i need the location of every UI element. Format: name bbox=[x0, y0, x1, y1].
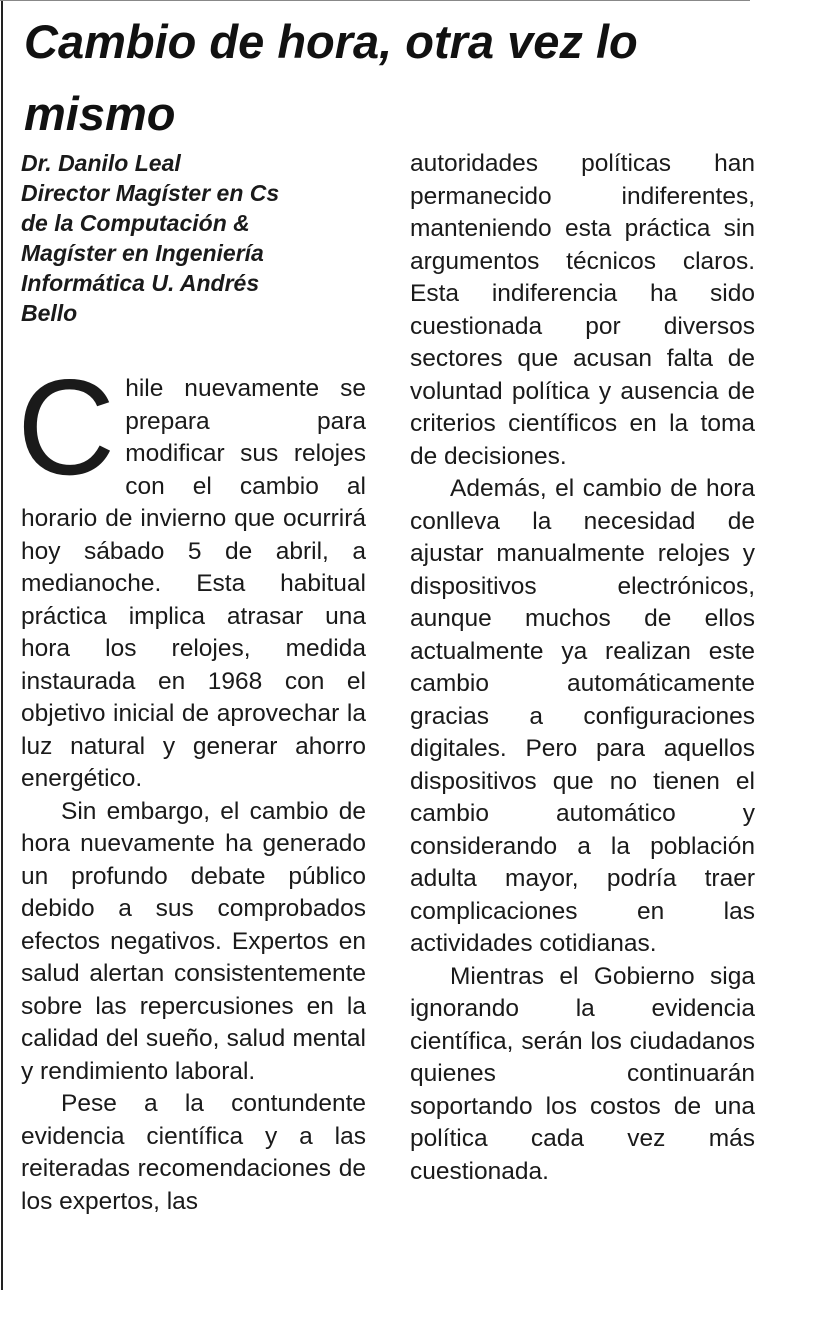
byline-line: Director Magíster en Cs bbox=[21, 180, 280, 206]
paragraph-3-continued: autoridades políticas han permanecido indiferentes, manteniendo esta práctica sin argumentos técnicos claros. Esta indiferencia ha sido cuestionada por diversos sectores que acusan falta de voluntad política y ausencia de criterios científicos en la toma de decisiones. bbox=[410, 150, 755, 470]
drop-cap: C bbox=[17, 351, 116, 503]
paragraph-2: Sin embargo, el cambio de hora nuevamente ha generado un profundo debate público debido a sus comprobados efectos negativos. Expertos en salud alertan consistentemente sobre las repercusiones en la calidad del sueño, salud mental y rendimiento laboral. bbox=[21, 797, 366, 1085]
paragraph-4: Además, el cambio de hora conlleva la necesidad de ajustar manualmente relojes y dispositivos electrónicos, aunque muchos de ellos actualmente ya realizan este cambio automáticamente gracias a configuraciones digitales. Pero para aquellos dispositivos que no tienen el cambio automático y considerando a la población adulta mayor, podría traer complicaciones en las actividades cotidianas. bbox=[410, 475, 755, 957]
byline-author: Dr. Danilo Leal bbox=[21, 150, 181, 176]
byline-line: de la Computación & bbox=[21, 210, 250, 236]
paragraph-1-text: hile nuevamente se prepara para modificar sus relojes con el cambio al horario de invierno que ocurrirá hoy sábado 5 de abril, a medianoche. Esta habitual práctica implica atrasar una hora los relojes, medida instaurada en 1968 con el objetivo inicial de aprovechar la luz natural y generar ahorro energético. bbox=[21, 375, 366, 792]
column-left bbox=[17, 148, 366, 1218]
paragraph-1 bbox=[17, 351, 366, 796]
byline-line: Magíster en Ingeniería bbox=[21, 240, 264, 266]
article-title: Cambio de hora, otra vez lo mismo bbox=[24, 15, 638, 140]
column-rule bbox=[1, 0, 3, 1290]
paragraph-5: Mientras el Gobierno siga ignorando la evidencia científica, serán los ciudadanos quienes continuarán soportando los costos de una política cada vez más cuestionada. bbox=[410, 962, 755, 1185]
byline-line: Bello bbox=[21, 300, 78, 326]
byline-line: Informática U. Andrés bbox=[21, 270, 260, 296]
paragraph-3-start: Pese a la contundente evidencia científica y a las reiteradas recomendaciones de los expertos, las bbox=[21, 1090, 366, 1215]
byline bbox=[21, 148, 366, 328]
top-rule bbox=[0, 0, 750, 1]
column-right bbox=[410, 148, 755, 1188]
